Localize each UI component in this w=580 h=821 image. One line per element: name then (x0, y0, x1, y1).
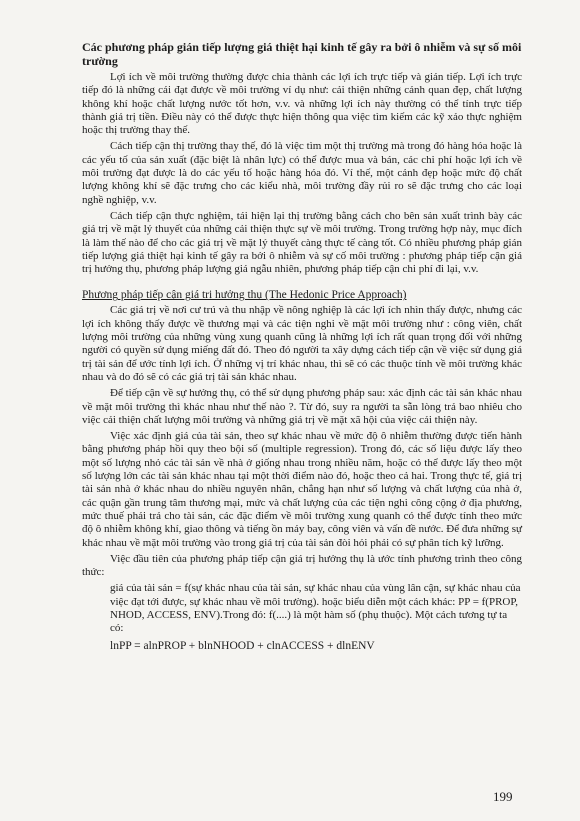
paragraph: Các giá trị về nơi cư trú và thu nhập về nông nghiệp là các lợi ích nhìn thấy được, nhưng các lợi ích không thấy được về thương mại và các tiện nghi về mặt môi trường như : công viên, chất lượng môi trường của những vùng xung quanh cũng là những lợi ích rất quan trọng đối với những người có quyền sử dụng miếng đất đó. Theo đó người ta xây dựng cách tiếp cận về việc sử dụng giá trị tài sản để ước tính lợi ích. Ở những vị trí khác nhau, thì sẽ có các thuộc tính về môi trường khác nhau và do đó sẽ có các giá trị tài sản khác nhau. (82, 304, 522, 383)
page-number: 199 (493, 789, 513, 804)
document-page (82, 40, 522, 653)
regression-formula: lnPP = alnPROP + blnNHOOD + clnACCESS + dlnENV (110, 639, 375, 652)
formula-description: giá của tài sản = f(sự khác nhau của tài sản, sự khác nhau của vùng lân cận, sự khác nhau của việc đạt tới được, sự khác nhau về môi trường). hoặc biểu diễn một cách khác: PP = f(PROP, NHOD, ACCESS, ENV).Trong đó: f(....) là một hàm số (phụ thuộc). Một cách tương tự ta có: (110, 582, 521, 635)
paragraph: Cách tiếp cận thực nghiệm, tái hiện lại thị trường bằng cách cho bên sản xuất trình bày các giá trị về mặt lý thuyết của những cải thiện thực sự về môi trường. Trong trường hợp này, mục đích là làm thế nào để cho các giá trị về mặt lý thuyết càng thực tế càng tốt. Có nhiều phương pháp gián tiếp lượng giá thiệt hại kinh tế gây ra bởi ô nhiễm và sự cố môi trường : phương pháp tiếp cận giá trị hưởng thụ, phương pháp lượng giá ngẫu nhiên, phương pháp tiếp cận chi phí đi lại, v.v. (82, 209, 522, 276)
subsection-heading: Phương pháp tiếp cận giá trị hưởng thụ (The Hedonic Price Approach) (82, 289, 407, 302)
paragraph: Việc đầu tiên của phương pháp tiếp cận giá trị hưởng thụ là ước tính phương trình theo công thức: (82, 552, 522, 579)
paragraph: Lợi ích về môi trường thường được chia thành các lợi ích trực tiếp và gián tiếp. Lợi ích trực tiếp đó là những cái đạt được về môi trường ví dụ như: cải thiện những cảnh quan đẹp, chất lượng không khí hoặc chất lượng nước tốt hơn, v.v. và những lợi ích này thường có thể tính trực tiếp thành giá trị tiền. Điều này có thể được thực hiện thông qua việc tìm kiếm các kỹ xảo thực nghiệm hoặc thị trường thay thế. (82, 71, 522, 137)
paragraph: Để tiếp cận về sự hưởng thụ, có thể sử dụng phương pháp sau: xác định các tài sản khác nhau về mặt môi trường thì khác nhau như thế nào ?. Từ đó, suy ra người ta sẵn lòng trả bao nhiêu cho việc cải thiện chất lượng môi trường và những giá trị về mặt xã hội của việc cải thiện này. (82, 387, 522, 426)
paragraph: Việc xác định giá của tài sản, theo sự khác nhau về mức độ ô nhiễm thường được tiến hành bằng phương pháp hồi quy theo bội số (multiple regression). Trong đó, các số liệu được lấy theo một số lượng nhỏ các tài sản về nhà ở giống nhau trong nhiều năm, hoặc có thể được lấy theo một số lượng lớn các tài sản khác nhau tại một thời điểm nào đó, hoặc theo cả hai. Trong thực tế, giá trị tài sản nhà ở khác nhau do nhiều nguyên nhân, chẳng hạn như số lượng và chất lượng của nhà ở, các quận gần trung tâm thương mại, mức và chất lượng của các tiện nghi công cộng ở địa phương, mức thuế phải trả cho tài sản, các đặc điểm về môi trường xung quanh có thể được tính theo mức độ ô nhiễm không khí, giao thông và tiếng ồn máy bay, công viên và vấn đề nước. Để đưa những sự khác nhau về mặt môi trường vào trong giá trị của tài sản đòi hỏi phải có sự phân tích kỹ lưỡng. (82, 430, 522, 549)
section-heading: Các phương pháp gián tiếp lượng giá thiệt hại kinh tế gây ra bởi ô nhiễm và sự số môi trường (82, 40, 522, 68)
paragraph: Cách tiếp cận thị trường thay thế, đó là việc tìm một thị trường mà trong đó hàng hóa hoặc là các yếu tố của sản xuất (đặc biệt là nhân lực) có thể được mua và bán, các chi phí hoặc lợi ích về môi trường đạt được là do các yếu tố hoặc hàng hóa đó. Ví thế, một cảnh đẹp hoặc mức độ chất lượng không khí sẽ đặc trưng cho các kiểu nhà, môi trường đầy rủi ro sẽ đặc trưng cho các loại nghề nghiệp, v.v. (82, 140, 522, 206)
